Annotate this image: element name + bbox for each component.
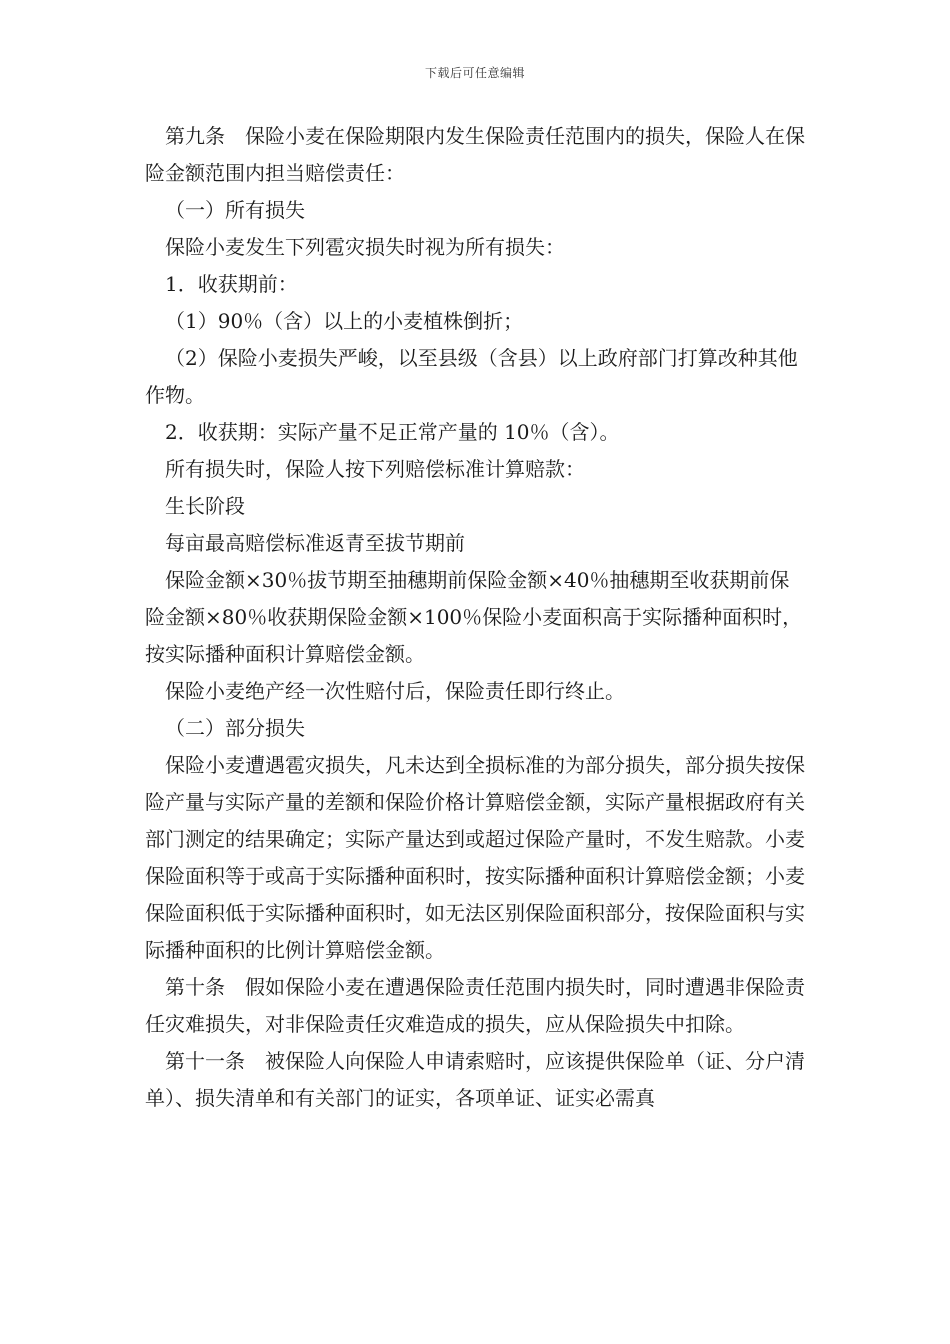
document-body bbox=[145, 118, 807, 1117]
partial-loss-paragraph: 保险小麦遭遇雹灾损失，凡未达到全损标准的为部分损失，部分损失按保险产量与实际产量的差额和保险价格计算赔偿金额，实际产量根据政府有关部门测定的结果确定；实际产量达到或超过保险产量时，不发生赔款。小麦保险面积等于或高于实际播种面积时，按实际播种面积计算赔偿金额；小麦保险面积低于实际播种面积时，如无法区别保险面积部分，按保险面积与实际播种面积的比例计算赔偿金额。 bbox=[145, 753, 805, 962]
liability-termination-paragraph: 保险小麦绝产经一次性赔付后，保险责任即行终止。 bbox=[165, 679, 625, 703]
page-header-note: 下载后可任意编辑 bbox=[424, 66, 525, 80]
compensation-rates-paragraph: 保险金额×30％拔节期至抽穗期前保险金额×40％抽穗期至收获期前保险金额×80％收获期保险金额×100％保险小麦面积高于实际播种面积时，按实际播种面积计算赔偿金额。 bbox=[145, 568, 803, 666]
total-loss-intro: 保险小麦发生下列雹灾损失时视为所有损失： bbox=[165, 235, 565, 259]
growth-stage-label: 生长阶段 bbox=[165, 494, 245, 518]
max-compensation-label: 每亩最高赔偿标准返青至拔节期前 bbox=[165, 531, 465, 555]
pre-harvest-subitem-1: （1）90％（含）以上的小麦植株倒折； bbox=[165, 309, 524, 333]
article-9-paragraph: 第九条 保险小麦在保险期限内发生保险责任范围内的损失，保险人在保险金额范围内担当赔偿责任： bbox=[145, 124, 805, 185]
harvest-item: 2．收获期：实际产量不足正常产量的 10％（含）。 bbox=[165, 420, 620, 444]
compensation-standard-intro: 所有损失时，保险人按下列赔偿标准计算赔款： bbox=[165, 457, 585, 481]
section-partial-loss-heading: （二）部分损失 bbox=[165, 716, 305, 740]
pre-harvest-item: 1．收获期前： bbox=[165, 272, 298, 296]
article-10-paragraph: 第十条 假如保险小麦在遭遇保险责任范围内损失时，同时遭遇非保险责任灾难损失，对非保险责任灾难造成的损失，应从保险损失中扣除。 bbox=[145, 975, 805, 1036]
article-11-paragraph: 第十一条 被保险人向保险人申请索赔时，应该提供保险单（证、分户清单）、损失清单和有关部门的证实，各项单证、证实必需真 bbox=[145, 1049, 805, 1110]
section-total-loss-heading: （一）所有损失 bbox=[165, 198, 305, 222]
pre-harvest-subitem-2: （2）保险小麦损失严峻，以至县级（含县）以上政府部门打算改种其他作物。 bbox=[145, 346, 798, 407]
